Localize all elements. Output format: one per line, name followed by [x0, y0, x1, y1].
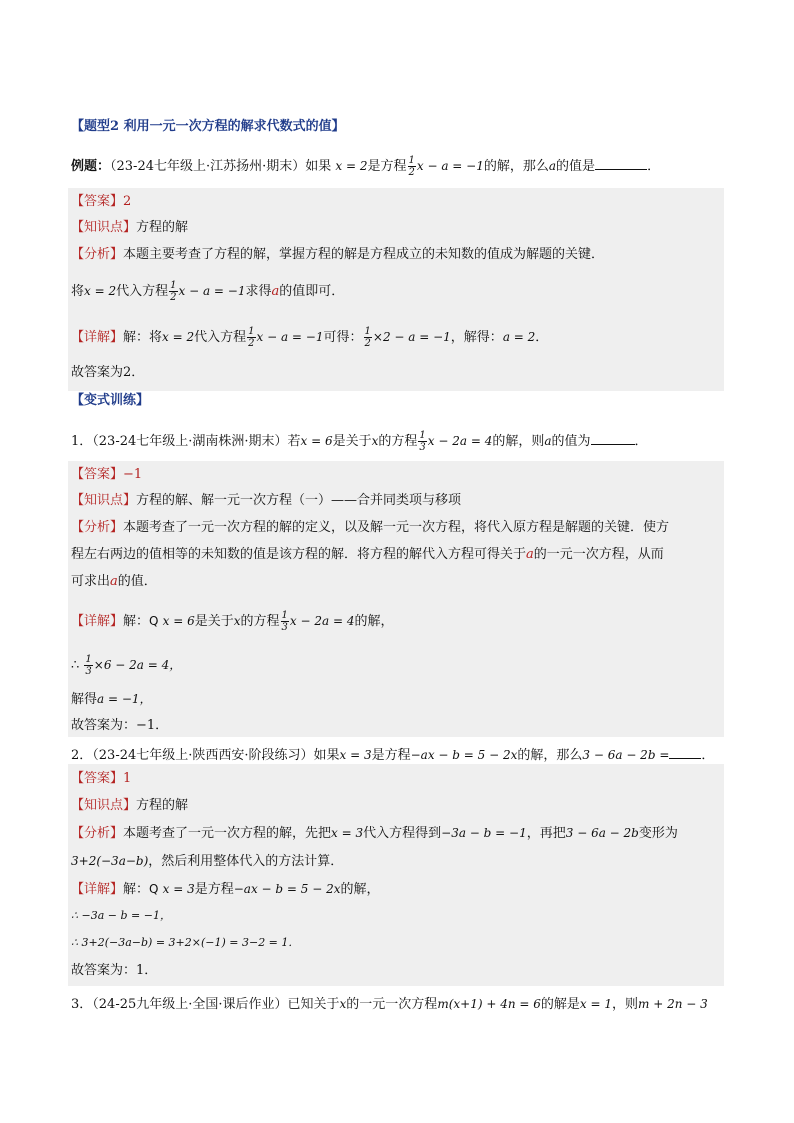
frac-num: 1	[419, 430, 426, 441]
q1-answer	[71, 466, 142, 484]
frac-num: 1	[408, 155, 415, 166]
detail-b: 是关于	[194, 614, 234, 629]
detail-eq1: x = 3	[162, 882, 195, 896]
detail-d: ，解得：	[450, 330, 503, 345]
example-detail	[71, 326, 548, 349]
analysis2-a: 将	[71, 284, 85, 299]
frac-den: 2	[408, 167, 415, 178]
analysis-c: −3a − b = −1	[441, 826, 527, 840]
q3-var-x: x	[339, 997, 347, 1011]
example-knowledge	[71, 219, 188, 237]
q3-num: 3．（24-25九年级上·全国·课后作业）已知关于	[71, 997, 340, 1012]
because-symbol: Q	[149, 614, 159, 628]
analysis-line3-var: a	[110, 574, 118, 589]
q2-knowledge	[71, 797, 188, 815]
analysis-tag: 【分析】	[71, 826, 124, 841]
frac-num: 1	[170, 280, 177, 291]
example-after: 的解，那么	[483, 159, 549, 174]
detail-b: 代入方程	[194, 330, 247, 345]
q1-analysis-1	[71, 519, 669, 537]
frac-num: 1	[248, 326, 255, 337]
detail-a: 解：将	[123, 330, 163, 345]
knowledge-text: 方程的解、解一元一次方程（一）——合并同类项与移项	[136, 493, 462, 508]
answer-tag: 【答案】	[71, 771, 124, 786]
analysis2-text: ，然后利用整体代入的方法计算．	[148, 854, 344, 869]
analysis-line1: 本题考查了一元一次方程的解的定义，以及解一元一次方程，将代入原方程是解题的关键．使方	[123, 520, 670, 535]
q3-mid: 的一元一次方程	[346, 997, 438, 1012]
step1-fraction	[84, 654, 92, 677]
detail-eq1: x = 2	[162, 330, 195, 344]
q1-tail: 的值为	[551, 434, 591, 449]
analysis2-c: 求得	[245, 284, 272, 299]
detail-d: 的解，	[354, 614, 394, 629]
detail-var-x: x	[233, 614, 241, 628]
q2-analysis-1	[71, 824, 678, 843]
analysis2-expr: 3+2(−3a−b)	[71, 854, 149, 868]
conclusion-end: ．	[131, 365, 145, 380]
q2-end: ．	[701, 748, 715, 763]
step1-eq: ×6 − 2a = 4，	[93, 658, 182, 672]
analysis-d: ，再把	[526, 826, 566, 841]
q2-detail	[71, 880, 380, 899]
step2-pre: 解得	[71, 692, 98, 707]
frac-num: 1	[85, 654, 92, 665]
analysis-line2-tail: 的一元一次方程，从而	[533, 547, 664, 562]
detail-eq2: −ax − b = 5 − 2x	[233, 882, 341, 896]
knowledge-text: 方程的解	[136, 798, 189, 813]
q2-analysis-2	[71, 852, 343, 871]
answer-value: 1	[123, 771, 132, 786]
answer-value: −1	[123, 467, 143, 482]
q3-tail: ，则	[612, 997, 639, 1012]
q2-conclusion: 故答案为：1．	[71, 963, 158, 978]
analysis-f: 变形为	[638, 826, 678, 841]
detail-eq2: x − 2a = 4	[289, 614, 355, 628]
analysis2-eq1: x = 2	[84, 284, 117, 298]
example-question	[71, 155, 660, 178]
q1-analysis-2	[71, 546, 664, 564]
analysis-line2-var: a	[526, 547, 534, 562]
example-var: a	[548, 159, 557, 173]
q1-question	[71, 430, 648, 453]
analysis-tag: 【分析】	[71, 247, 124, 262]
answer-blank	[595, 157, 647, 170]
q1-analysis-3	[71, 573, 157, 591]
analysis-tag: 【分析】	[71, 520, 124, 535]
analysis-line3-tail: 的值．	[117, 574, 157, 589]
detail-fraction	[247, 326, 255, 349]
q3-after: 的解是	[540, 997, 580, 1012]
q1-knowledge	[71, 492, 461, 510]
detail-c: 的方程	[240, 614, 280, 629]
detail-tag: 【详解】	[71, 882, 124, 897]
example-conclusion	[71, 364, 144, 382]
frac-den: 2	[248, 338, 255, 349]
q2-after: 的解，那么	[517, 748, 583, 763]
knowledge-tag: 【知识点】	[71, 493, 137, 508]
variant-title: 【变式训练】	[71, 393, 150, 408]
q2-step2: ∴ 3+2(−3a−b) = 3+2×(−1) = 3−2 = 1．	[71, 936, 300, 949]
analysis-e: 3 − 6a − 2b	[565, 826, 639, 840]
q1-step1	[71, 654, 181, 677]
detail-tag: 【详解】	[71, 330, 124, 345]
detail-a: 解：	[123, 614, 150, 629]
q2-num: 2．（23-24七年级上·陕西西安·阶段练习）如果	[71, 748, 340, 763]
q1-var: a	[544, 434, 552, 448]
frac-den: 3	[281, 622, 288, 633]
detail-eq: x = 6	[162, 614, 195, 628]
q1-after: 的解，则	[492, 434, 545, 449]
detail-tag: 【详解】	[71, 614, 124, 629]
q2-eq1: x = 3	[339, 748, 372, 762]
analysis2-eq2: x − a = −1	[178, 284, 246, 298]
answer-tag: 【答案】	[71, 467, 124, 482]
therefore-symbol: ∴	[71, 658, 80, 673]
example-eq2: x − a = −1	[416, 159, 484, 173]
frac-den: 3	[419, 442, 426, 453]
analysis-line3: 可求出	[71, 574, 111, 589]
q2-question	[71, 746, 714, 765]
analysis2-var: a	[271, 284, 280, 299]
q1-conclusion: 故答案为：−1．	[71, 718, 169, 733]
frac-num: 1	[364, 326, 371, 337]
knowledge-text: 方程的解	[136, 220, 189, 235]
detail-c: 的解，	[340, 882, 380, 897]
detail-c: 可得：	[323, 330, 363, 345]
frac-num: 1	[281, 610, 288, 621]
q2-mid: 是方程	[371, 748, 411, 763]
example-analysis-2	[71, 280, 344, 303]
example-mid: 是方程	[367, 159, 407, 174]
conclusion-text: 故答案为	[71, 365, 124, 380]
q3-sol: x = 1	[579, 997, 612, 1011]
detail-end: ．	[535, 330, 549, 345]
detail-eq2: x − a = −1	[256, 330, 324, 344]
answer-tag: 【答案】	[71, 194, 124, 209]
frac-den: 2	[170, 292, 177, 303]
detail-eq3: ×2 − a = −1	[372, 330, 451, 344]
example-tail: 的值是	[556, 159, 596, 174]
example-analysis	[71, 246, 604, 264]
frac-den: 2	[364, 338, 371, 349]
knowledge-tag: 【知识点】	[71, 220, 137, 235]
detail-a: 解：	[123, 882, 150, 897]
q1-fraction	[418, 430, 426, 453]
q2-answer	[71, 770, 131, 788]
answer-blank	[669, 746, 701, 759]
q3-question	[71, 995, 708, 1014]
detail-b: 是方程	[194, 882, 234, 897]
q2-step1: ∴ −3a − b = −1，	[71, 909, 171, 922]
analysis-a: 本题考查了一元一次方程的解，先把	[123, 826, 332, 841]
q2-eq2: −ax − b = 5 − 2x	[410, 748, 518, 762]
q1-eq2: x − 2a = 4	[427, 434, 493, 448]
frac-den: 3	[85, 666, 92, 677]
q1-eq1: x = 6	[300, 434, 333, 448]
example-label: 例题：	[71, 159, 111, 174]
q1-var-x: x	[371, 434, 379, 448]
analysis-text: 本题主要考查了方程的解，掌握方程的解是方程成立的未知数的值成为解题的关键．	[123, 247, 605, 262]
detail-fraction-2	[364, 326, 372, 349]
q3-eq: m(x+1) + 4n = 6	[437, 997, 541, 1011]
q2-expr: 3 − 6a − 2b =	[582, 748, 670, 762]
knowledge-tag: 【知识点】	[71, 798, 137, 813]
example-fraction	[408, 155, 416, 178]
q1-step2	[71, 690, 152, 709]
example-answer	[71, 193, 131, 211]
q1-end: ．	[634, 434, 648, 449]
q1-mid2: 的方程	[378, 434, 418, 449]
q3-expr: m + 2n − 3	[638, 997, 708, 1011]
detail-sol: a = 2	[502, 330, 536, 344]
because-symbol: Q	[149, 882, 159, 896]
conclusion-value: 2	[123, 365, 132, 380]
example-source: （23-24七年级上·江苏扬州·期末）如果	[110, 159, 332, 174]
section-title: 【题型2 利用一元一次方程的解求代数式的值】	[71, 119, 345, 134]
q1-num: 1．（23-24七年级上·湖南株洲·期末）若	[71, 434, 301, 449]
q1-detail	[71, 610, 393, 633]
answer-value: 2	[123, 194, 132, 209]
analysis-line2: 程左右两边的值相等的未知数的值是该方程的解．将方程的解代入方程可得关于	[71, 547, 527, 562]
analysis2-d: 的值即可．	[279, 284, 345, 299]
analysis2-b: 代入方程	[116, 284, 169, 299]
analysis-eq1: x = 3	[331, 826, 364, 840]
example-end: ．	[647, 159, 661, 174]
example-eq1: x = 2	[335, 159, 368, 173]
q1-mid: 是关于	[332, 434, 372, 449]
step2-eq: a = −1，	[97, 692, 152, 706]
analysis-b: 代入方程得到	[363, 826, 442, 841]
answer-blank	[591, 432, 635, 445]
detail-fraction	[281, 610, 289, 633]
analysis2-fraction	[169, 280, 177, 303]
